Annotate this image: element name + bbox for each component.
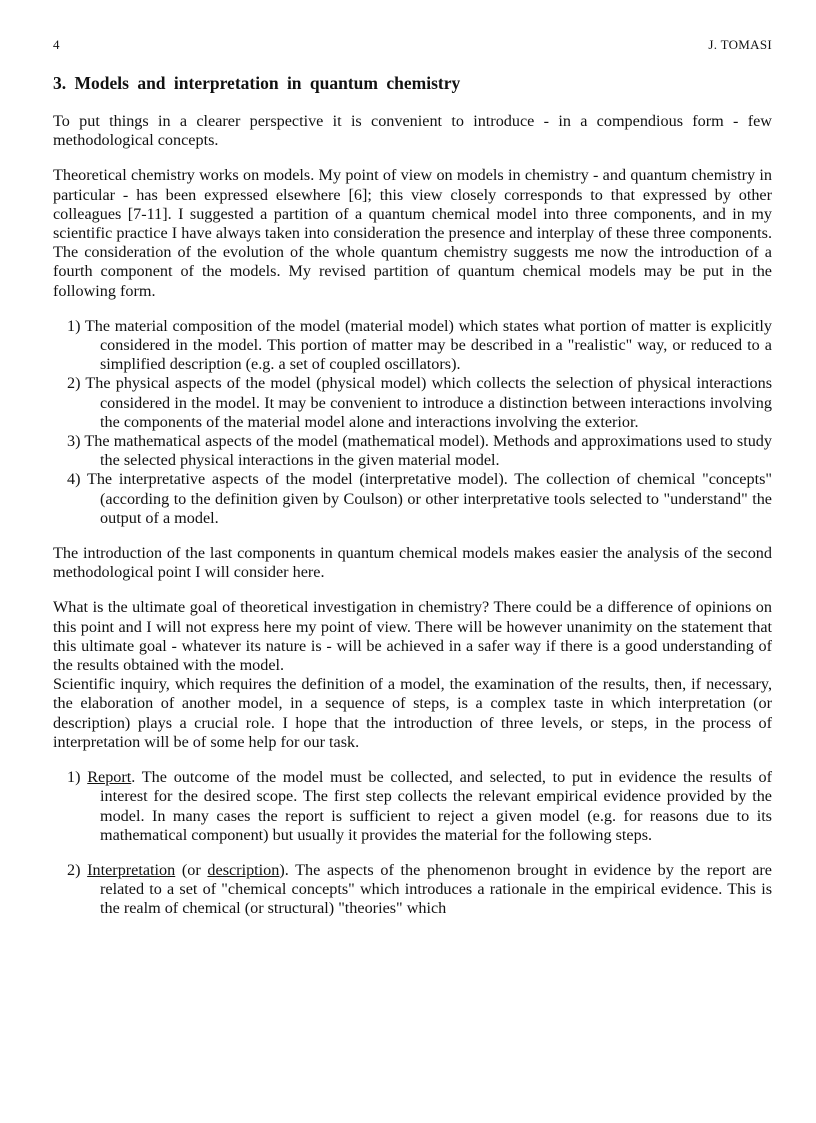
page-number: 4 (53, 37, 60, 52)
list-item: 2) Interpretation (or description). The aspects of the phenomenon brought in evidence by the report are related to a set of "chemical concepts" which introduces a rationale in the empirical evidence. This is the realm of chemical (or structural) "theories" which (67, 860, 772, 918)
paragraph-scientific-inquiry: Scientific inquiry, which requires the definition of a model, the examination of the results, then, if necessary, the elaboration of another model, in a sequence of steps, is a complex taste in which interpretation (or description) plays a crucial role. I hope that the introduction of three levels, or steps, in the process of interpretation will be of some help for our task. (53, 675, 772, 751)
list-item: 1) Report. The outcome of the model must be collected, and selected, to put in evidence the results of interest for the desired scope. The first step collects the relevant empirical evidence provided by the model. In many cases the report is sufficient to reject a given model (e.g. for reasons due to its mathematical component) but usually it provides the material for the following steps. (67, 768, 773, 844)
paragraph-intro: To put things in a clearer perspective it is convenient to introduce - in a compendious form - few methodological concepts. (53, 112, 772, 150)
interpretation-steps-list-continued (53, 861, 772, 919)
term-description: description (207, 860, 280, 879)
list-item: 1) The material composition of the model (material model) which states what portion of matter is explicitly considered in the model. This portion of matter may be described in a "realistic" way, or reduced to a simplified description (e.g. a set of coupled oscillators). (67, 316, 772, 374)
paragraph-ultimate-goal: What is the ultimate goal of theoretical investigation in chemistry? There could be a difference of opinions on this point and I will not express here my point of view. There will be however unanimity on the statement that this ultimate goal - whatever its nature is - will be achieved in a safer way if there is a good understanding of the results obtained with the model. (53, 598, 772, 675)
section-heading: 3. Models and interpretation in quantum chemistry (53, 73, 461, 93)
term-interpretation: Interpretation (87, 860, 176, 879)
paragraph-introduction-components: The introduction of the last components in quantum chemical models makes easier the analysis of the second methodological point I will consider here. (53, 544, 772, 582)
running-header (53, 36, 772, 54)
list-item: 4) The interpretative aspects of the model (interpretative model). The collection of chemical "concepts" (according to the definition given by Coulson) or other interpretative tools selected to "understand" the output of a model. (67, 470, 772, 527)
page (53, 36, 772, 919)
running-author: J. TOMASI (708, 37, 772, 52)
list-item: 3) The mathematical aspects of the model (mathematical model). Methods and approximations used to study the selected physical interactions in the given material model. (67, 432, 772, 470)
list-item: 2) The physical aspects of the model (physical model) which collects the selection of physical interactions considered in the model. It may be convenient to introduce a distinction between interactions involving the components of the material model alone and interactions involving the exterior. (67, 374, 772, 431)
paragraph-models: Theoretical chemistry works on models. My point of view on models in chemistry - and quantum chemistry in particular - has been expressed elsewhere [6]; this view closely corresponds to that expressed by other colleagues [7-11]. I suggested a partition of a quantum chemical model into three components, and in my scientific practice I have always taken into consideration the presence and interplay of these three components. The consideration of the evolution of the whole quantum chemistry suggests me now the introduction of a fourth component of the models. My revised partition of quantum chemical models may be put in the following form. (53, 166, 772, 300)
interpretation-steps-list (53, 768, 772, 845)
model-components-list (53, 317, 772, 528)
term-report: Report (87, 768, 132, 787)
